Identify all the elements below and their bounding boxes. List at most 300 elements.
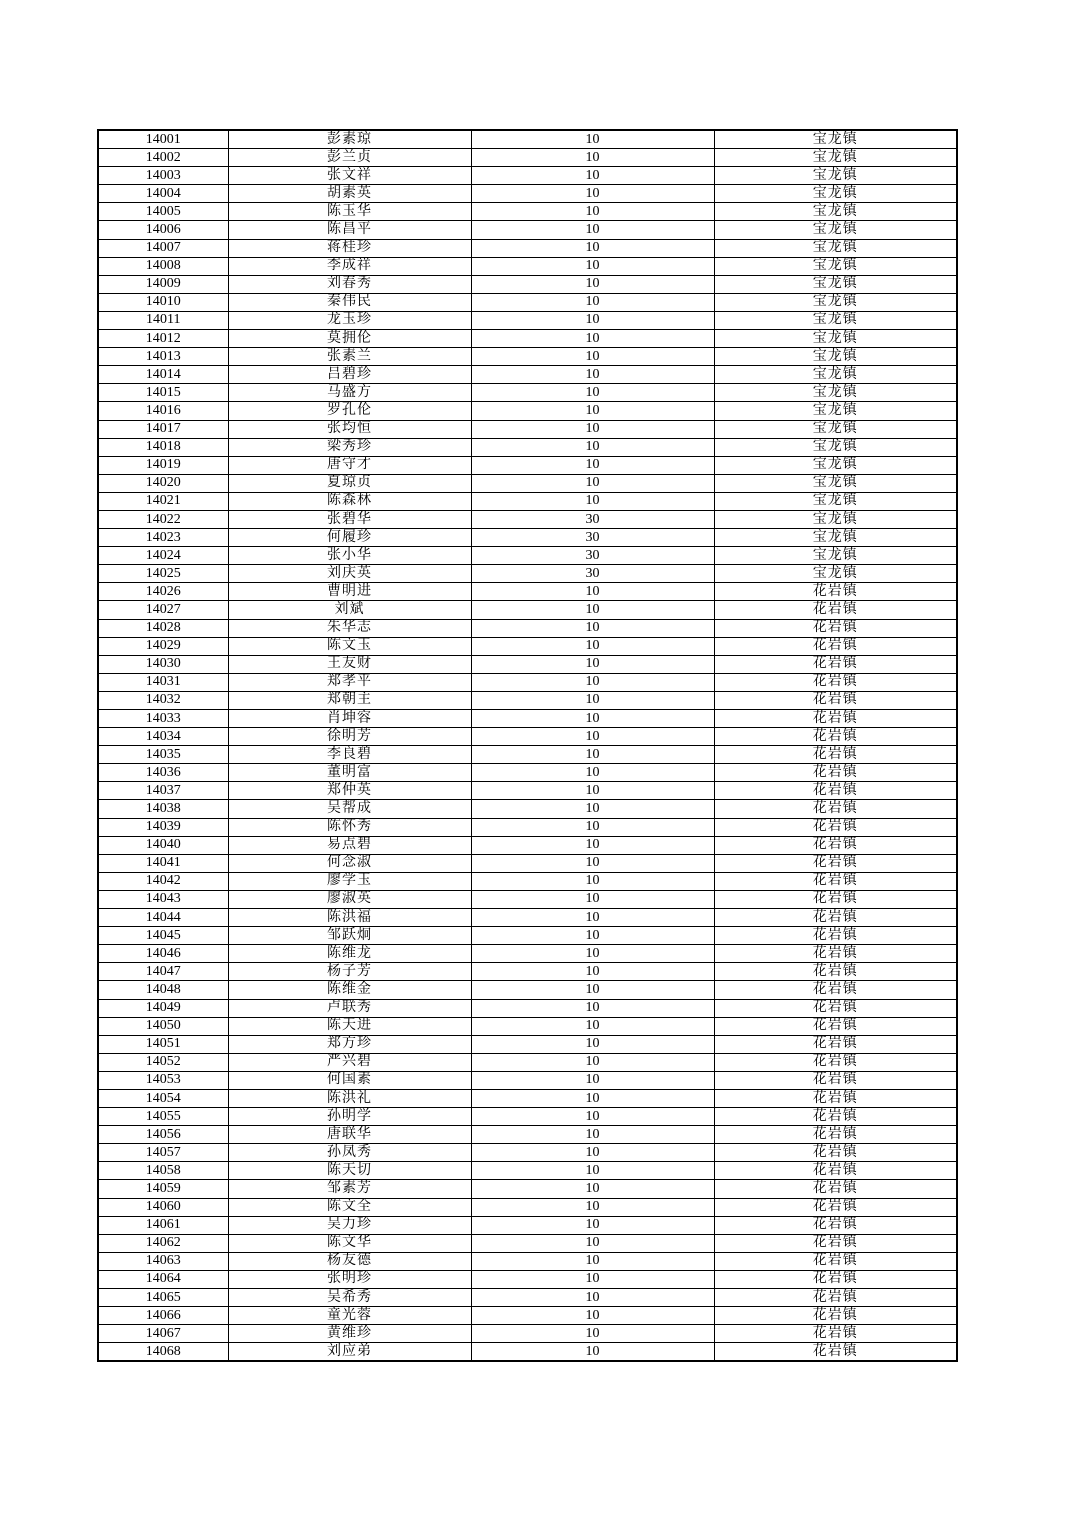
name-cell: 张均恒	[228, 420, 471, 438]
amount-cell: 10	[471, 1307, 714, 1325]
town-cell: 花岩镇	[714, 1252, 957, 1270]
name-cell: 孙明学	[228, 1108, 471, 1126]
id-cell: 14060	[98, 1198, 228, 1216]
name-cell: 陈维龙	[228, 945, 471, 963]
name-cell: 陈文全	[228, 1198, 471, 1216]
name-cell: 邹跃炯	[228, 927, 471, 945]
name-cell: 廖学玉	[228, 872, 471, 890]
amount-cell: 10	[471, 1289, 714, 1307]
name-cell: 何国素	[228, 1071, 471, 1089]
table-row	[98, 474, 957, 492]
amount-cell: 10	[471, 691, 714, 709]
town-cell: 宝龙镇	[714, 257, 957, 275]
amount-cell: 10	[471, 619, 714, 637]
id-cell: 14021	[98, 492, 228, 510]
table-row	[98, 221, 957, 239]
table-row	[98, 149, 957, 167]
amount-cell: 10	[471, 239, 714, 257]
amount-cell: 10	[471, 1162, 714, 1180]
table-row	[98, 927, 957, 945]
town-cell: 花岩镇	[714, 909, 957, 927]
name-cell: 郑朝主	[228, 691, 471, 709]
table-row	[98, 691, 957, 709]
id-cell: 14054	[98, 1089, 228, 1107]
town-cell: 花岩镇	[714, 836, 957, 854]
id-cell: 14038	[98, 800, 228, 818]
id-cell: 14003	[98, 167, 228, 185]
name-cell: 陈洪福	[228, 909, 471, 927]
amount-cell: 10	[471, 474, 714, 492]
id-cell: 14040	[98, 836, 228, 854]
town-cell: 花岩镇	[714, 1053, 957, 1071]
town-cell: 花岩镇	[714, 583, 957, 601]
amount-cell: 10	[471, 130, 714, 149]
id-cell: 14041	[98, 854, 228, 872]
town-cell: 花岩镇	[714, 746, 957, 764]
table-row	[98, 1343, 957, 1362]
id-cell: 14056	[98, 1126, 228, 1144]
table-row	[98, 366, 957, 384]
town-cell: 花岩镇	[714, 1198, 957, 1216]
town-cell: 花岩镇	[714, 1325, 957, 1343]
amount-cell: 10	[471, 1089, 714, 1107]
town-cell: 宝龙镇	[714, 438, 957, 456]
name-cell: 张碧华	[228, 510, 471, 528]
name-cell: 李良碧	[228, 746, 471, 764]
name-cell: 莫拥伦	[228, 330, 471, 348]
amount-cell: 10	[471, 583, 714, 601]
table-row	[98, 673, 957, 691]
amount-cell: 10	[471, 1216, 714, 1234]
id-cell: 14050	[98, 1017, 228, 1035]
id-cell: 14064	[98, 1270, 228, 1288]
town-cell: 花岩镇	[714, 927, 957, 945]
id-cell: 14008	[98, 257, 228, 275]
name-cell: 蒋桂珍	[228, 239, 471, 257]
amount-cell: 10	[471, 257, 714, 275]
table-row	[98, 710, 957, 728]
amount-cell: 10	[471, 1270, 714, 1288]
table-row	[98, 800, 957, 818]
amount-cell: 30	[471, 529, 714, 547]
amount-cell: 10	[471, 456, 714, 474]
table-row	[98, 872, 957, 890]
name-cell: 童光蓉	[228, 1307, 471, 1325]
table-row	[98, 167, 957, 185]
amount-cell: 10	[471, 1234, 714, 1252]
amount-cell: 10	[471, 981, 714, 999]
table-row	[98, 945, 957, 963]
town-cell: 花岩镇	[714, 818, 957, 836]
town-cell: 花岩镇	[714, 1071, 957, 1089]
id-cell: 14011	[98, 311, 228, 329]
name-cell: 彭兰贞	[228, 149, 471, 167]
amount-cell: 10	[471, 601, 714, 619]
table-row	[98, 1035, 957, 1053]
id-cell: 14027	[98, 601, 228, 619]
id-cell: 14002	[98, 149, 228, 167]
id-cell: 14016	[98, 402, 228, 420]
town-cell: 宝龙镇	[714, 402, 957, 420]
amount-cell: 10	[471, 348, 714, 366]
name-cell: 陈怀秀	[228, 818, 471, 836]
id-cell: 14055	[98, 1108, 228, 1126]
amount-cell: 10	[471, 782, 714, 800]
name-cell: 陈维金	[228, 981, 471, 999]
name-cell: 郑仲英	[228, 782, 471, 800]
table-row	[98, 909, 957, 927]
id-cell: 14044	[98, 909, 228, 927]
amount-cell: 30	[471, 547, 714, 565]
town-cell: 宝龙镇	[714, 474, 957, 492]
table-row	[98, 583, 957, 601]
id-cell: 14051	[98, 1035, 228, 1053]
table-row	[98, 619, 957, 637]
town-cell: 花岩镇	[714, 1343, 957, 1362]
amount-cell: 10	[471, 800, 714, 818]
id-cell: 14047	[98, 963, 228, 981]
id-cell: 14035	[98, 746, 228, 764]
name-cell: 王友财	[228, 655, 471, 673]
id-cell: 14028	[98, 619, 228, 637]
town-cell: 花岩镇	[714, 619, 957, 637]
table-row	[98, 1017, 957, 1035]
town-cell: 花岩镇	[714, 1126, 957, 1144]
amount-cell: 10	[471, 384, 714, 402]
name-cell: 张文祥	[228, 167, 471, 185]
id-cell: 14045	[98, 927, 228, 945]
table-row	[98, 257, 957, 275]
name-cell: 肖坤容	[228, 710, 471, 728]
table-row	[98, 547, 957, 565]
name-cell: 吴帮成	[228, 800, 471, 818]
id-cell: 14007	[98, 239, 228, 257]
town-cell: 宝龙镇	[714, 348, 957, 366]
town-cell: 宝龙镇	[714, 221, 957, 239]
table-row	[98, 1180, 957, 1198]
id-cell: 14015	[98, 384, 228, 402]
town-cell: 花岩镇	[714, 691, 957, 709]
table-row	[98, 854, 957, 872]
name-cell: 严兴碧	[228, 1053, 471, 1071]
amount-cell: 10	[471, 836, 714, 854]
name-cell: 何念淑	[228, 854, 471, 872]
town-cell: 花岩镇	[714, 1162, 957, 1180]
town-cell: 宝龙镇	[714, 275, 957, 293]
name-cell: 李成祥	[228, 257, 471, 275]
town-cell: 宝龙镇	[714, 167, 957, 185]
id-cell: 14031	[98, 673, 228, 691]
amount-cell: 10	[471, 1144, 714, 1162]
amount-cell: 10	[471, 1108, 714, 1126]
table-row	[98, 456, 957, 474]
town-cell: 花岩镇	[714, 637, 957, 655]
amount-cell: 10	[471, 402, 714, 420]
town-cell: 宝龙镇	[714, 293, 957, 311]
table-row	[98, 1289, 957, 1307]
amount-cell: 10	[471, 311, 714, 329]
amount-cell: 10	[471, 927, 714, 945]
table-row	[98, 1270, 957, 1288]
name-cell: 陈洪礼	[228, 1089, 471, 1107]
table-row	[98, 890, 957, 908]
name-cell: 廖淑英	[228, 890, 471, 908]
name-cell: 吴力珍	[228, 1216, 471, 1234]
town-cell: 花岩镇	[714, 1089, 957, 1107]
name-cell: 何履珍	[228, 529, 471, 547]
amount-cell: 10	[471, 1325, 714, 1343]
name-cell: 吕碧珍	[228, 366, 471, 384]
table-row	[98, 438, 957, 456]
town-cell: 宝龙镇	[714, 510, 957, 528]
amount-cell: 10	[471, 438, 714, 456]
amount-cell: 10	[471, 1252, 714, 1270]
town-cell: 宝龙镇	[714, 420, 957, 438]
table-row	[98, 130, 957, 149]
table-row	[98, 764, 957, 782]
name-cell: 易点碧	[228, 836, 471, 854]
table-row	[98, 1216, 957, 1234]
name-cell: 梁秀珍	[228, 438, 471, 456]
table-row	[98, 1108, 957, 1126]
id-cell: 14013	[98, 348, 228, 366]
id-cell: 14022	[98, 510, 228, 528]
id-cell: 14005	[98, 203, 228, 221]
amount-cell: 10	[471, 1017, 714, 1035]
town-cell: 花岩镇	[714, 1216, 957, 1234]
id-cell: 14066	[98, 1307, 228, 1325]
name-cell: 刘应弟	[228, 1343, 471, 1362]
table-row	[98, 818, 957, 836]
amount-cell: 10	[471, 673, 714, 691]
amount-cell: 10	[471, 637, 714, 655]
name-cell: 张明珍	[228, 1270, 471, 1288]
id-cell: 14004	[98, 185, 228, 203]
town-cell: 花岩镇	[714, 981, 957, 999]
id-cell: 14039	[98, 818, 228, 836]
name-cell: 卢联秀	[228, 999, 471, 1017]
amount-cell: 10	[471, 728, 714, 746]
id-cell: 14010	[98, 293, 228, 311]
name-cell: 刘庆英	[228, 565, 471, 583]
table-row	[98, 655, 957, 673]
table-row	[98, 1126, 957, 1144]
amount-cell: 10	[471, 330, 714, 348]
name-cell: 孙凤秀	[228, 1144, 471, 1162]
amount-cell: 10	[471, 963, 714, 981]
amount-cell: 10	[471, 1035, 714, 1053]
town-cell: 花岩镇	[714, 1270, 957, 1288]
id-cell: 14034	[98, 728, 228, 746]
name-cell: 徐明芳	[228, 728, 471, 746]
amount-cell: 10	[471, 746, 714, 764]
town-cell: 花岩镇	[714, 945, 957, 963]
amount-cell: 10	[471, 185, 714, 203]
town-cell: 花岩镇	[714, 1180, 957, 1198]
town-cell: 宝龙镇	[714, 311, 957, 329]
table-row	[98, 1307, 957, 1325]
name-cell: 杨友德	[228, 1252, 471, 1270]
table-row	[98, 1234, 957, 1252]
name-cell: 马盛方	[228, 384, 471, 402]
town-cell: 花岩镇	[714, 872, 957, 890]
town-cell: 花岩镇	[714, 1017, 957, 1035]
town-cell: 花岩镇	[714, 1307, 957, 1325]
table-row	[98, 275, 957, 293]
amount-cell: 10	[471, 167, 714, 185]
town-cell: 宝龙镇	[714, 565, 957, 583]
id-cell: 14017	[98, 420, 228, 438]
town-cell: 花岩镇	[714, 1144, 957, 1162]
town-cell: 花岩镇	[714, 728, 957, 746]
amount-cell: 10	[471, 764, 714, 782]
town-cell: 花岩镇	[714, 710, 957, 728]
name-cell: 刘春秀	[228, 275, 471, 293]
town-cell: 宝龙镇	[714, 492, 957, 510]
town-cell: 宝龙镇	[714, 203, 957, 221]
town-cell: 宝龙镇	[714, 130, 957, 149]
id-cell: 14014	[98, 366, 228, 384]
name-cell: 彭素琼	[228, 130, 471, 149]
id-cell: 14058	[98, 1162, 228, 1180]
table-row	[98, 1053, 957, 1071]
name-cell: 刘斌	[228, 601, 471, 619]
town-cell: 花岩镇	[714, 800, 957, 818]
amount-cell: 10	[471, 854, 714, 872]
town-cell: 花岩镇	[714, 1289, 957, 1307]
table-row	[98, 1325, 957, 1343]
id-cell: 14043	[98, 890, 228, 908]
amount-cell: 10	[471, 275, 714, 293]
table-row	[98, 348, 957, 366]
id-cell: 14046	[98, 945, 228, 963]
id-cell: 14012	[98, 330, 228, 348]
town-cell: 宝龙镇	[714, 384, 957, 402]
town-cell: 花岩镇	[714, 673, 957, 691]
town-cell: 宝龙镇	[714, 149, 957, 167]
table-row	[98, 999, 957, 1017]
name-cell: 龙玉珍	[228, 311, 471, 329]
id-cell: 14032	[98, 691, 228, 709]
id-cell: 14009	[98, 275, 228, 293]
amount-cell: 10	[471, 999, 714, 1017]
table-row	[98, 239, 957, 257]
id-cell: 14049	[98, 999, 228, 1017]
town-cell: 宝龙镇	[714, 366, 957, 384]
id-cell: 14048	[98, 981, 228, 999]
amount-cell: 10	[471, 492, 714, 510]
amount-cell: 10	[471, 293, 714, 311]
name-cell: 陈昌平	[228, 221, 471, 239]
table-row	[98, 1252, 957, 1270]
table-row	[98, 402, 957, 420]
town-cell: 花岩镇	[714, 764, 957, 782]
amount-cell: 10	[471, 872, 714, 890]
id-cell: 14026	[98, 583, 228, 601]
name-cell: 陈文玉	[228, 637, 471, 655]
table-row	[98, 963, 957, 981]
id-cell: 14063	[98, 1252, 228, 1270]
table-row	[98, 203, 957, 221]
town-cell: 花岩镇	[714, 655, 957, 673]
name-cell: 陈天切	[228, 1162, 471, 1180]
id-cell: 14001	[98, 130, 228, 149]
table-row	[98, 185, 957, 203]
town-cell: 花岩镇	[714, 1234, 957, 1252]
table-row	[98, 311, 957, 329]
id-cell: 14057	[98, 1144, 228, 1162]
table-row	[98, 981, 957, 999]
table-row	[98, 1071, 957, 1089]
table-row	[98, 1198, 957, 1216]
name-cell: 胡素英	[228, 185, 471, 203]
name-cell: 张素兰	[228, 348, 471, 366]
name-cell: 唐守才	[228, 456, 471, 474]
amount-cell: 30	[471, 565, 714, 583]
amount-cell: 10	[471, 203, 714, 221]
town-cell: 宝龙镇	[714, 547, 957, 565]
table-row	[98, 420, 957, 438]
town-cell: 花岩镇	[714, 601, 957, 619]
amount-cell: 10	[471, 1071, 714, 1089]
amount-cell: 10	[471, 149, 714, 167]
table-row	[98, 293, 957, 311]
amount-cell: 10	[471, 221, 714, 239]
name-cell: 唐联华	[228, 1126, 471, 1144]
amount-cell: 10	[471, 366, 714, 384]
id-cell: 14062	[98, 1234, 228, 1252]
name-cell: 朱华志	[228, 619, 471, 637]
data-table	[97, 129, 958, 1362]
id-cell: 14019	[98, 456, 228, 474]
amount-cell: 10	[471, 710, 714, 728]
amount-cell: 30	[471, 510, 714, 528]
id-cell: 14065	[98, 1289, 228, 1307]
table-row	[98, 782, 957, 800]
id-cell: 14030	[98, 655, 228, 673]
amount-cell: 10	[471, 1126, 714, 1144]
id-cell: 14059	[98, 1180, 228, 1198]
name-cell: 黄维珍	[228, 1325, 471, 1343]
name-cell: 董明富	[228, 764, 471, 782]
name-cell: 张小华	[228, 547, 471, 565]
table-row	[98, 1144, 957, 1162]
table-row	[98, 637, 957, 655]
name-cell: 邹素芳	[228, 1180, 471, 1198]
name-cell: 吴希秀	[228, 1289, 471, 1307]
id-cell: 14061	[98, 1216, 228, 1234]
name-cell: 陈玉华	[228, 203, 471, 221]
town-cell: 花岩镇	[714, 999, 957, 1017]
amount-cell: 10	[471, 1053, 714, 1071]
table-row	[98, 746, 957, 764]
id-cell: 14037	[98, 782, 228, 800]
town-cell: 花岩镇	[714, 1108, 957, 1126]
id-cell: 14006	[98, 221, 228, 239]
table-row	[98, 492, 957, 510]
id-cell: 14036	[98, 764, 228, 782]
amount-cell: 10	[471, 1198, 714, 1216]
table-row	[98, 836, 957, 854]
amount-cell: 10	[471, 420, 714, 438]
name-cell: 罗孔伦	[228, 402, 471, 420]
town-cell: 宝龙镇	[714, 529, 957, 547]
town-cell: 宝龙镇	[714, 456, 957, 474]
table-body	[98, 130, 957, 1361]
name-cell: 陈天进	[228, 1017, 471, 1035]
table-row	[98, 565, 957, 583]
id-cell: 14023	[98, 529, 228, 547]
